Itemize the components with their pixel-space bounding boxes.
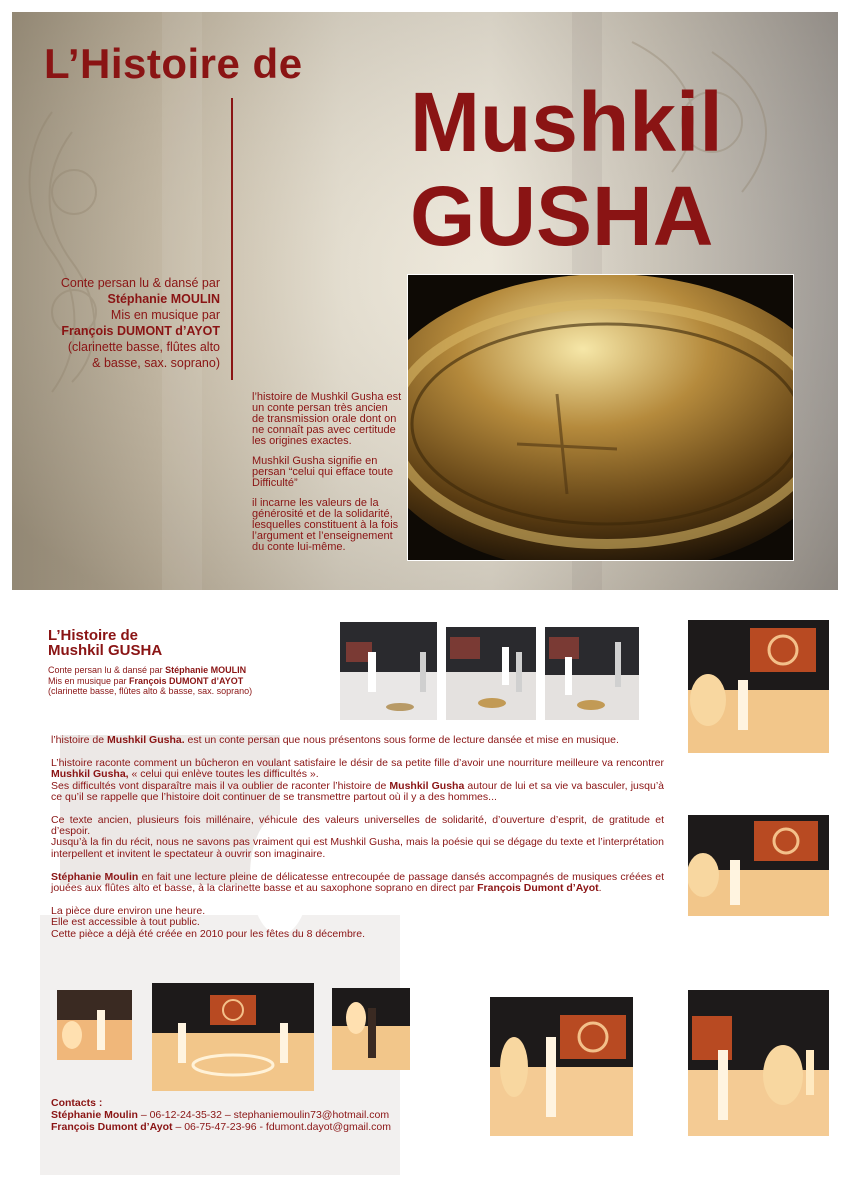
text-run: Ce texte ancien, plusieurs fois millénaire, véhicule des valeurs universelles de solidarité, d’ouverture d’esprit, de gratitude et d’espoir. xyxy=(51,814,664,838)
contacts xyxy=(51,1097,391,1133)
text-run-bold: Mushkil Gusha xyxy=(389,779,465,792)
intro-paragraph: il incarne les valeurs de la générosité et de la solidarité, lesquelles constituent à la fois l’argument et l’enseignement du conte lui-même. xyxy=(252,497,399,553)
intro-paragraph: l’histoire de Mushkil Gusha est un conte persan très ancien de transmission orale dont on ne connaît pas avec certitude les origines exactes. xyxy=(252,391,402,447)
section-title-line1: L’Histoire de xyxy=(48,627,139,644)
contact-name: François Dumont d’Ayot xyxy=(51,1121,173,1133)
banner-title-line3: GUSHA xyxy=(410,169,714,263)
section-title-line2: Mushkil GUSHA xyxy=(48,642,163,659)
contacts-heading: Contacts : xyxy=(51,1097,103,1109)
section-title xyxy=(48,628,162,658)
credits-performer: Stéphanie MOULIN xyxy=(107,292,220,306)
body-paragraph-3 xyxy=(51,815,664,860)
text-run-bold: Mushkil Gusha. xyxy=(107,734,185,746)
contact-details: – 06-12-24-35-32 – stephaniemoulin73@hotmail.com xyxy=(137,1109,390,1121)
credits-line: (clarinette basse, flûtes alto xyxy=(67,340,220,354)
body-paragraph-5 xyxy=(51,906,664,940)
section-credits-line2 xyxy=(48,676,252,687)
banner-title-line2: Mushkil xyxy=(410,75,723,169)
stage-photo-9 xyxy=(152,983,314,1091)
text-run: est un conte persan que nous présentons sous forme de lecture dansée et mise en musique. xyxy=(184,734,619,746)
credits-line: Mis en musique par xyxy=(110,308,220,322)
stage-photo-3 xyxy=(545,627,639,720)
text-run: Elle est accessible à tout public. xyxy=(51,916,200,929)
stage-photo-1 xyxy=(340,622,437,720)
contact-name: Stéphanie Moulin xyxy=(51,1109,138,1121)
text-run: Ses difficultés vont disparaître mais il va oublier de raconter l’histoire de xyxy=(51,779,390,792)
intro-paragraph: Mushkil Gusha signifie en persan “celui qui efface toute Difficulté” xyxy=(252,455,394,489)
stage-photo-8 xyxy=(57,990,132,1060)
text-run: en fait une lecture pleine de délicatesse entrecoupée de passage dansés accompagnés de musiques créées et jouées aux flûtes alto et basse, à la clarinette basse et au saxophone soprano en direct par xyxy=(51,870,664,895)
credits-performer: Stéphanie MOULIN xyxy=(165,665,247,675)
body-paragraph-1 xyxy=(51,735,664,746)
credits-musician: François DUMONT d’AYOT xyxy=(61,324,220,338)
bowl-photo xyxy=(407,274,794,561)
text-run: L’histoire raconte comment un bûcheron en voulant satisfaire le désir de sa petite fille d’avoir une nourriture meilleure va rencontrer xyxy=(51,757,664,770)
stage-photo-2 xyxy=(446,627,536,720)
stage-photo-7 xyxy=(688,990,829,1136)
text-run: l’histoire de xyxy=(51,734,108,746)
banner-title-line1: L’Histoire de xyxy=(44,40,303,87)
credits-text: Conte persan lu & dansé par xyxy=(48,665,166,675)
stage-photo-10 xyxy=(332,988,410,1070)
text-run-bold: Mushkil Gusha, xyxy=(51,768,132,781)
intro-text xyxy=(252,392,402,562)
text-run-bold: François Dumont d’Ayot xyxy=(477,882,599,895)
credits-text: Mis en musique par xyxy=(48,675,130,686)
body-paragraph-4 xyxy=(51,872,664,894)
text-run: . xyxy=(598,882,602,895)
text-run: La pièce dure environ une heure. xyxy=(51,905,206,918)
contact-line-1 xyxy=(51,1109,391,1121)
text-run: « celui qui enlève toutes les difficultés ». xyxy=(131,768,319,781)
top-banner xyxy=(12,12,838,590)
contact-details: – 06-75-47-23-96 - fdumont.dayot@gmail.com xyxy=(172,1121,391,1133)
text-run: Cette pièce a déjà été créée en 2010 pour les fêtes du 8 décembre. xyxy=(51,927,366,940)
text-run-bold: Stéphanie Moulin xyxy=(51,870,139,883)
text-run: Jusqu’à la fin du récit, nous ne savons pas vraiment qui est Mushkil Gusha, mais la poésie qui se dégage du texte et l’interprétation interpellent et invitent le spectateur à ouvrir son imaginaire. xyxy=(51,836,664,860)
credits-line: & basse, sax. soprano) xyxy=(92,356,220,370)
text-run: autour de lui et sa vie va basculer, jusqu’à ce qu’il se rappelle que l’histoire doit continuer de se transmettre partout où il y a des hommes... xyxy=(51,779,664,803)
stage-photo-4 xyxy=(688,620,829,753)
section-credits xyxy=(48,665,252,697)
section-credits-line3: (clarinette basse, flûtes alto & basse, sax. soprano) xyxy=(48,686,253,696)
credits-musician: François DUMONT d’AYOT xyxy=(129,675,244,686)
body-text xyxy=(51,735,664,952)
stage-photo-5 xyxy=(688,815,829,916)
credits-line: Conte persan lu & dansé par xyxy=(60,276,220,290)
banner-credits xyxy=(20,275,220,371)
section-credits-line1 xyxy=(48,665,252,676)
body-paragraph-2 xyxy=(51,758,664,803)
stage-photo-6 xyxy=(490,997,633,1136)
contact-line-2 xyxy=(51,1121,391,1133)
vertical-divider xyxy=(231,98,233,380)
